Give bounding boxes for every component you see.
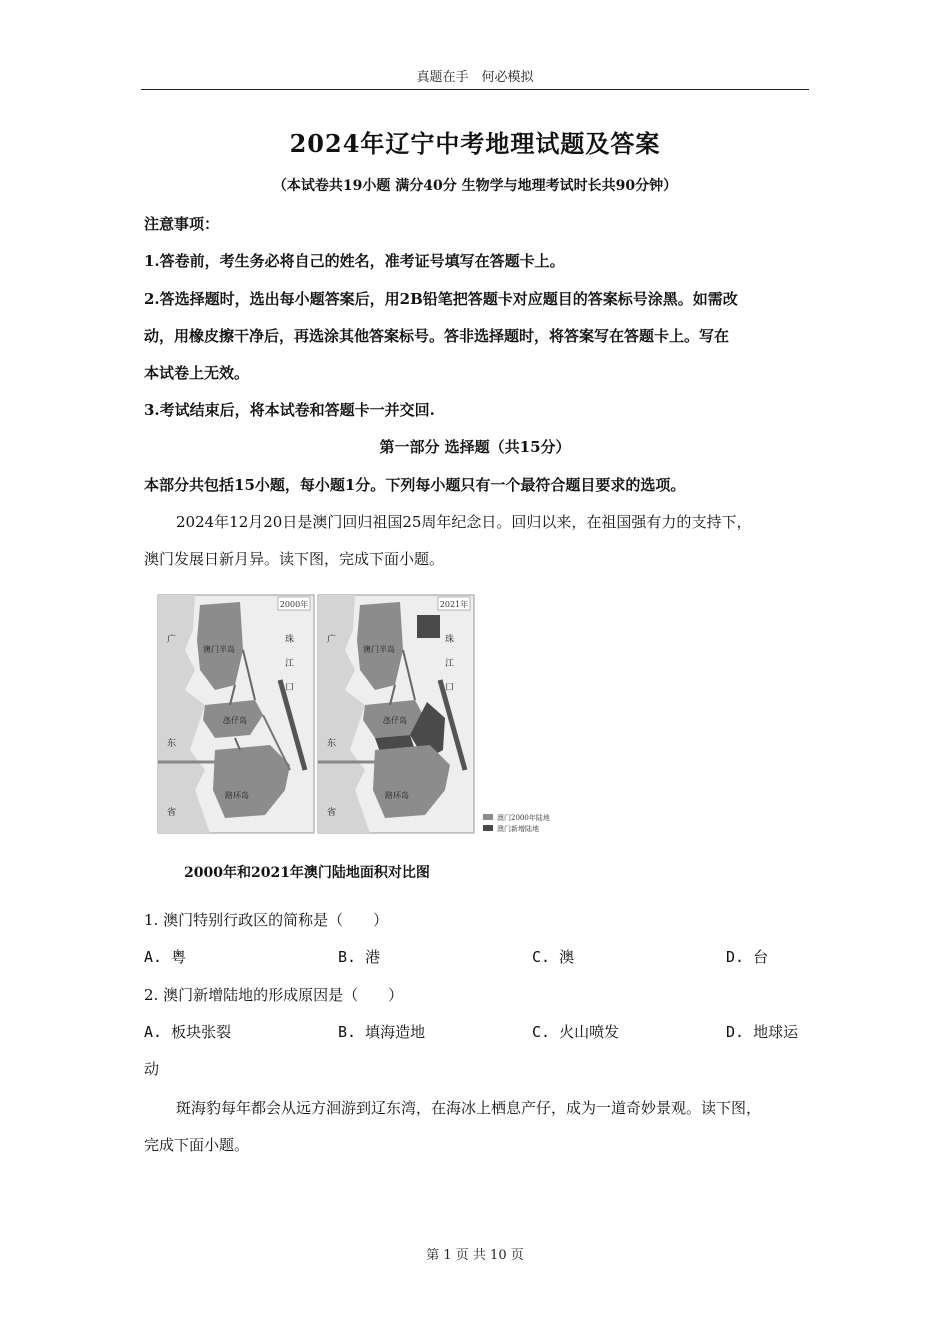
question-2-stem: 2. 澳门新增陆地的形成原因是（ ） [144, 986, 404, 1004]
map-panel-2000 [158, 595, 314, 833]
page-footer: 第 1 页 共 10 页 [426, 1248, 524, 1263]
exam-subtitle: （本试卷共19小题 满分40分 生物学与地理考试时长共90分钟） [272, 178, 678, 194]
passage-2-line-2: 完成下面小题。 [144, 1136, 250, 1154]
legend-swatch-new [483, 825, 493, 831]
label-zhu-2021: 珠 [445, 635, 455, 645]
header-divider [141, 89, 809, 90]
label-coloane-2000: 路环岛 [225, 791, 249, 800]
label-taipa-2000: 氹仔岛 [223, 716, 247, 725]
notice-item-2-line-1: 2.答选择题时，选出每小题答案后，用2B铅笔把答题卡对应题目的答案标号涂黑。如需改 [144, 290, 738, 308]
label-macau-peninsula-2021: 澳门半岛 [363, 645, 395, 654]
exam-title: 2024年辽宁中考地理试题及答案 [289, 129, 661, 158]
map-legend [483, 813, 550, 833]
map-panel-2021 [318, 595, 474, 833]
passage-1-line-1: 2024年12月20日是澳门回归祖国25周年纪念日。回归以来，在祖国强有力的支持下， [176, 513, 752, 531]
passage-1-line-2: 澳门发展日新月异。读下图，完成下面小题。 [144, 550, 445, 568]
label-kou-2021: 口 [445, 683, 455, 693]
q2-option-c[interactable]: C. 火山喷发 [532, 1023, 620, 1041]
question-1-stem: 1. 澳门特别行政区的简称是（ ） [144, 911, 389, 929]
label-dong-2000: 东 [167, 739, 177, 749]
year-label-2000: 2000年 [279, 600, 309, 609]
label-sheng-2000: 省 [167, 808, 177, 818]
q2-option-d-wrap: 动 [144, 1060, 160, 1078]
label-zhu-2000: 珠 [285, 635, 295, 645]
section-title: 第一部分 选择题（共15分） [379, 438, 571, 456]
section-intro: 本部分共包括15小题，每小题1分。下列每小题只有一个最符合题目要求的选项。 [144, 476, 686, 494]
label-sheng-2021: 省 [327, 808, 337, 818]
label-guang-2000: 广 [167, 635, 177, 645]
page-header: 真题在手 何必模拟 [416, 70, 534, 85]
q1-option-c[interactable]: C. 澳 [532, 948, 575, 966]
q2-option-d[interactable]: D. 地球运 [726, 1023, 799, 1041]
notice-item-2-line-2: 动，用橡皮擦干净后，再选涂其他答案标号。答非选择题时，将答案写在答题卡上。写在 [144, 327, 730, 345]
notice-item-1: 1.答卷前，考生务必将自己的姓名，准考证号填写在答题卡上。 [144, 252, 565, 270]
passage-2-line-1: 斑海豹每年都会从远方洄游到辽东湾，在海冰上栖息产仔，成为一道奇妙景观。读下图， [176, 1099, 762, 1117]
label-jiang-2000: 江 [285, 659, 295, 669]
q2-option-b[interactable]: B. 填海造地 [338, 1023, 426, 1041]
legend-label-2000: 澳门2000年陆地 [497, 814, 550, 822]
notice-item-2-line-3: 本试卷上无效。 [144, 364, 250, 382]
q1-option-a[interactable]: A. 粤 [144, 948, 187, 966]
notice-heading: 注意事项： [144, 215, 220, 233]
label-kou-2000: 口 [285, 683, 295, 693]
macau-land-comparison-map [155, 590, 595, 840]
legend-label-new: 澳门新增陆地 [497, 825, 539, 833]
label-coloane-2021: 路环岛 [385, 791, 409, 800]
q1-option-b[interactable]: B. 港 [338, 948, 381, 966]
notice-item-3: 3.考试结束后，将本试卷和答题卡一并交回. [144, 401, 435, 419]
q2-option-a[interactable]: A. 板块张裂 [144, 1023, 232, 1041]
label-guang-2021: 广 [327, 635, 337, 645]
label-dong-2021: 东 [327, 739, 337, 749]
label-jiang-2021: 江 [445, 659, 455, 669]
q1-option-d[interactable]: D. 台 [726, 948, 769, 966]
year-label-2021: 2021年 [439, 600, 469, 609]
legend-swatch-2000 [483, 814, 493, 820]
figure-caption: 2000年和2021年澳门陆地面积对比图 [184, 865, 430, 881]
label-taipa-2021: 氹仔岛 [383, 716, 407, 725]
label-macau-peninsula-2000: 澳门半岛 [203, 645, 235, 654]
